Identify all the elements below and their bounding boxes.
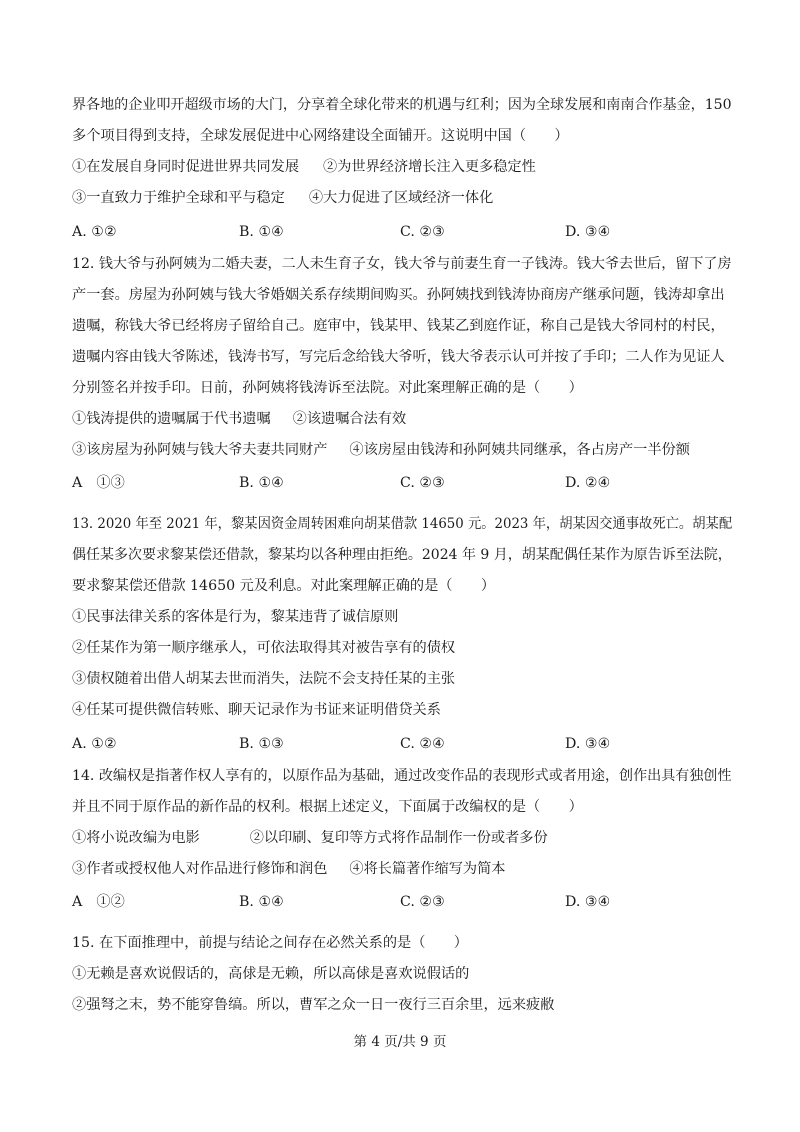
q11-choice-a[interactable]: A. ①② [72, 224, 117, 240]
q13-statement-3: ③债权随着出借人胡某去世而消失，法院不会支持任某的主张 [72, 671, 456, 687]
q14-statement-3: ③作者或授权他人对作品进行修饰和润色 [72, 861, 328, 877]
q12-choice-a[interactable]: A ①③ [72, 475, 125, 491]
q11-stem-line-2: 多个项目得到支持，全球发展促进中心网络建设全面铺开。这说明中国（ ） [72, 128, 569, 144]
q12-statement-2: ②该遗嘱合法有效 [292, 411, 407, 427]
q12-statements-2 [72, 440, 690, 460]
q13-statement-1: ①民事法律关系的客体是行为，黎某违背了诚信原则 [72, 609, 399, 625]
q15-stem-line-1: 15. 在下面推理中，前提与结论之间存在必然关系的是（ ） [72, 935, 468, 951]
q14-choice-c[interactable]: C. ②③ [400, 894, 445, 910]
q12-choice-b[interactable]: B. ①④ [239, 475, 284, 491]
q11-choice-d[interactable]: D. ③④ [565, 224, 611, 240]
q14-stem-line-1: 14. 改编权是指著作权人享有的，以原作品为基础，通过改变作品的表现形式或者用途，创作出具有独创性 [72, 768, 732, 784]
q12-choice-d[interactable]: D. ②④ [565, 475, 611, 491]
q11-stem-line-1: 界各地的企业叩开超级市场的大门，分享着全球化带来的机遇与红利；因为全球发展和南南合作基金，150 [72, 97, 732, 113]
q13-stem-line-1: 13. 2020 年至 2021 年，黎某因资金周转困难向胡某借款 14650 元。2023 年，胡某因交通事故死亡。胡某配 [72, 516, 733, 532]
q13-choice-c[interactable]: C. ②④ [400, 736, 445, 752]
q14-statement-2: ②以印刷、复印等方式将作品制作一份或者多份 [249, 830, 548, 846]
q12-stem-line-5: 分别签名并按手印。日前，孙阿姨将钱涛诉至法院。对此案理解正确的是（ ） [72, 380, 583, 396]
q11-choice-b[interactable]: B. ①④ [239, 224, 284, 240]
q11-statement-3: ③一直致力于维护全球和平与稳定 [72, 190, 285, 206]
q13-choices [72, 734, 732, 754]
q11-statement-1: ①在发展自身同时促进世界共同发展 [72, 159, 300, 175]
q11-statements-2 [72, 188, 493, 208]
q11-statement-4: ④大力促进了区域经济一体化 [308, 190, 494, 206]
q12-stem-line-4: 遗嘱内容由钱大爷陈述，钱涛书写，写完后念给钱大爷听，钱大爷表示认可并按了手印；二人作为见证人 [72, 349, 725, 365]
q14-choices [72, 892, 732, 912]
q13-stem-line-2: 偶任某多次要求黎某偿还借款，黎某均以各种理由拒绝。2024 年 9 月，胡某配偶任某作为原告诉至法院， [72, 547, 732, 563]
q13-stem-line-3: 要求黎某偿还借款 14650 元及利息。对此案理解正确的是（ ） [72, 578, 496, 594]
q14-statements-1 [72, 828, 548, 848]
q12-stem-line-3: 遗嘱，称钱大爷已经将房子留给自己。庭审中，钱某甲、钱某乙到庭作证，称自己是钱大爷同村的村民， [72, 318, 725, 334]
q13-choice-d[interactable]: D. ③④ [565, 736, 611, 752]
q12-statement-3: ③该房屋为孙阿姨与钱大爷夫妻共同财产 [72, 442, 328, 458]
q13-statement-4: ④任某可提供微信转账、聊天记录作为书证来证明借贷关系 [72, 702, 441, 718]
q11-statements-1 [72, 157, 536, 177]
q13-statement-2: ②任某作为第一顺序继承人，可依法取得其对被告享有的债权 [72, 640, 456, 656]
q13-choice-b[interactable]: B. ①③ [239, 736, 284, 752]
q14-statement-1: ①将小说改编为电影 [72, 830, 200, 846]
q11-choices [72, 222, 732, 242]
q12-stem-line-2: 产一套。房屋为孙阿姨与钱大爷婚姻关系存续期间购买。孙阿姨找到钱涛协商房产继承问题，钱涛却拿出 [72, 287, 725, 303]
q14-statements-2 [72, 859, 505, 879]
q12-choice-c[interactable]: C. ②③ [400, 475, 445, 491]
q12-statement-4: ④该房屋由钱涛和孙阿姨共同继承，各占房产一半份额 [349, 442, 690, 458]
q14-choice-b[interactable]: B. ①④ [239, 894, 284, 910]
q14-choice-a[interactable]: A ①② [72, 894, 125, 910]
q15-statement-2: ②强弩之末，势不能穿鲁缟。所以，曹军之众一日一夜行三百余里，远来疲敝 [72, 997, 555, 1013]
q14-stem-line-2: 并且不同于原作品的新作品的权利。根据上述定义，下面属于改编权的是（ ） [72, 799, 583, 815]
q12-choices [72, 473, 732, 493]
q13-choice-a[interactable]: A. ①② [72, 736, 117, 752]
q11-choice-c[interactable]: C. ②③ [400, 224, 445, 240]
q11-statement-2: ②为世界经济增长注入更多稳定性 [323, 159, 536, 175]
q12-statement-1: ①钱涛提供的遗嘱属于代书遗嘱 [72, 411, 271, 427]
page-number: 第 4 页/共 9 页 [353, 1034, 447, 1050]
q14-choice-d[interactable]: D. ③④ [565, 894, 611, 910]
q14-statement-4: ④将长篇著作缩写为简本 [349, 861, 506, 877]
q12-statements-1 [72, 409, 406, 429]
q15-statement-1: ①无赖是喜欢说假话的，高俅是无赖，所以高俅是喜欢说假话的 [72, 966, 470, 982]
q12-stem-line-1: 12. 钱大爷与孙阿姨为二婚夫妻，二人未生育子女，钱大爷与前妻生育一子钱涛。钱大爷去世后，留下了房 [72, 256, 732, 272]
